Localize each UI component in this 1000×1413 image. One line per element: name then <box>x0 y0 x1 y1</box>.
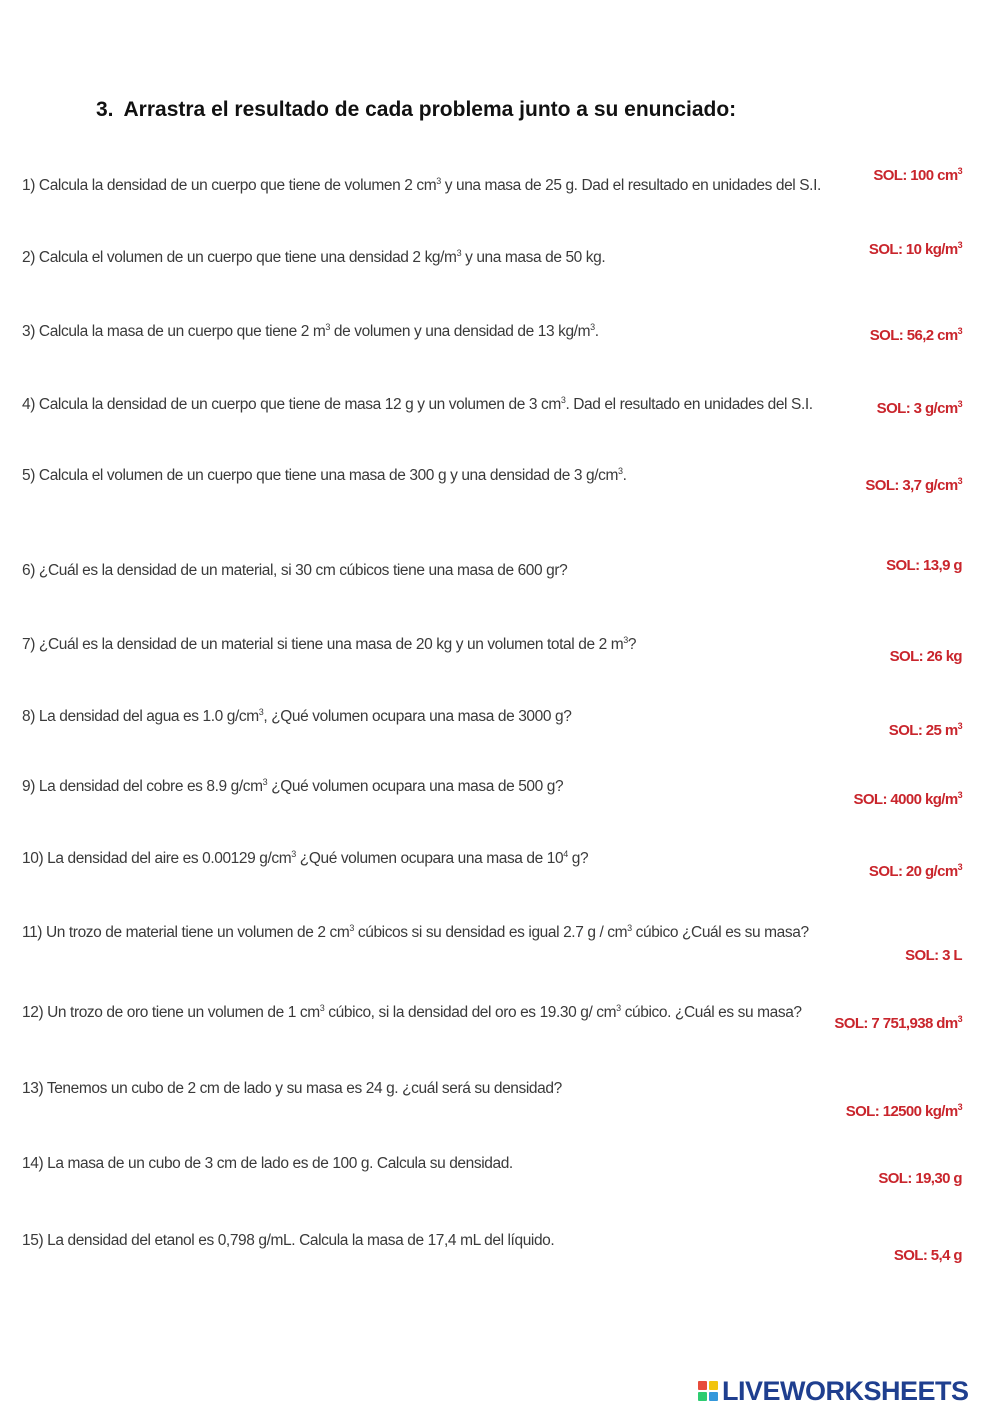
problem-text-cont: . <box>594 323 599 341</box>
problem-text-cont: . Dad el resultado en unidades del S.I. <box>565 396 813 414</box>
superscript: 4 <box>563 849 568 859</box>
problem-statement <box>22 777 812 796</box>
draggable-solution[interactable] <box>869 862 962 880</box>
superscript: 3 <box>957 240 962 250</box>
draggable-solution[interactable] <box>873 166 962 184</box>
problem-text: La densidad del agua es 1.0 g/cm <box>38 708 259 726</box>
superscript: 3 <box>349 923 354 933</box>
superscript: 3 <box>957 862 962 872</box>
problem-text-cont: ? <box>627 636 637 654</box>
superscript: 3 <box>957 399 962 409</box>
superscript: 3 <box>617 466 623 476</box>
solution-text: SOL: 4000 kg/m <box>853 791 958 808</box>
draggable-solution[interactable] <box>890 648 962 665</box>
problem-text-cont: ¿Qué volumen ocupara una masa de 10 <box>295 850 564 868</box>
draggable-solution[interactable] <box>846 1102 962 1120</box>
liveworksheets-logo-icon <box>698 1381 718 1401</box>
problem-number: 14) <box>22 1155 44 1172</box>
problem-number: 2) <box>22 249 35 267</box>
problem-text: Calcula la densidad de un cuerpo que tiene de masa 12 g y un volumen de 3 cm <box>38 396 561 414</box>
draggable-solution[interactable] <box>877 399 962 417</box>
problem-statement <box>22 466 812 485</box>
draggable-solution[interactable] <box>878 1170 962 1187</box>
draggable-solution[interactable] <box>870 326 962 344</box>
superscript: 3 <box>957 166 962 176</box>
problem-number: 13) <box>22 1080 44 1097</box>
superscript: 3 <box>627 923 632 933</box>
problem-text-cont: cúbico ¿Cuál es su masa? <box>631 924 809 942</box>
solution-text: SOL: 13,9 g <box>886 557 962 574</box>
superscript: 3 <box>319 1003 325 1013</box>
problem-number: 11) <box>22 924 43 942</box>
problem-text-cont: ¿Qué volumen ocupara una masa de 500 g? <box>267 778 564 796</box>
problem-text-cont: cúbicos si su densidad es igual 2.7 g / cm <box>353 924 628 942</box>
problem-statement <box>22 923 812 942</box>
superscript: 3 <box>957 721 962 731</box>
superscript: 3 <box>957 790 962 800</box>
superscript: 3 <box>957 476 962 486</box>
solution-text: SOL: 19,30 g <box>878 1170 962 1187</box>
solution-text: SOL: 3 L <box>905 947 962 964</box>
problem-text: La densidad del aire es 0.00129 g/cm <box>47 850 292 868</box>
draggable-solution[interactable] <box>853 790 962 808</box>
problem-text: Calcula el volumen de un cuerpo que tiene una densidad 2 kg/m <box>38 249 457 267</box>
problem-text: Calcula el volumen de un cuerpo que tiene una masa de 300 g y una densidad de 3 g/cm <box>38 467 618 485</box>
solution-text: SOL: 7 751,938 dm <box>834 1015 958 1032</box>
problem-statement <box>22 1232 812 1250</box>
problem-text-cont: cúbico. ¿Cuál es su masa? <box>620 1004 802 1022</box>
solution-text: SOL: 100 cm <box>873 167 958 184</box>
superscript: 3 <box>436 176 441 186</box>
problem-statement <box>22 1080 812 1098</box>
superscript: 3 <box>560 395 566 405</box>
solution-text: SOL: 3,7 g/cm <box>865 477 958 494</box>
superscript: 3 <box>262 777 268 787</box>
problem-text-cont: y una masa de 50 kg. <box>461 249 606 267</box>
draggable-solution[interactable] <box>894 1247 962 1264</box>
problem-text: Un trozo de oro tiene un volumen de 1 cm <box>47 1004 320 1022</box>
superscript: 3 <box>623 635 628 645</box>
heading-text: Arrastra el resultado de cada problema junto a su enunciado: <box>123 98 737 121</box>
problem-statement <box>22 176 821 195</box>
superscript: 3 <box>616 1003 621 1013</box>
problem-text-cont: y una masa de 25 g. Dad el resultado en unidades del S.I. <box>440 177 821 195</box>
superscript: 3 <box>590 322 595 332</box>
problem-text-cont: . <box>622 467 627 485</box>
problem-text: ¿Cuál es la densidad de un material, si 30 cm cúbicos tiene una masa de 600 gr? <box>38 562 568 579</box>
problem-text-cont: de volumen y una densidad de 13 kg/m <box>330 323 591 341</box>
problem-statement <box>22 395 812 414</box>
draggable-solution[interactable] <box>905 947 962 964</box>
problem-statement <box>22 707 812 726</box>
solution-text: SOL: 20 g/cm <box>868 863 958 880</box>
problem-number: 3) <box>22 323 35 341</box>
worksheet-heading <box>96 98 736 122</box>
problem-statement <box>22 1003 812 1022</box>
problem-text: ¿Cuál es la densidad de un material si tiene una masa de 20 kg y un volumen total de 2 m <box>38 636 624 654</box>
problem-number: 1) <box>22 177 35 195</box>
solution-text: SOL: 25 m <box>888 722 958 739</box>
solution-text: SOL: 5,4 g <box>893 1247 962 1264</box>
problem-number: 6) <box>22 562 35 579</box>
problem-number: 5) <box>22 467 35 485</box>
superscript: 3 <box>957 1014 962 1024</box>
problem-text: La masa de un cubo de 3 cm de lado es de 100 g. Calcula su densidad. <box>47 1155 513 1172</box>
problem-number: 9) <box>22 778 35 796</box>
superscript: 3 <box>456 248 462 258</box>
problem-text: Calcula la densidad de un cuerpo que tiene de volumen 2 cm <box>38 177 437 195</box>
brand-logo <box>698 1376 969 1406</box>
draggable-solution[interactable] <box>865 476 962 494</box>
heading-number: 3. <box>96 98 114 121</box>
problem-text-cont: cúbico, si la densidad del oro es 19.30 g/ cm <box>324 1004 617 1022</box>
problem-number: 4) <box>22 396 35 414</box>
problem-number: 12) <box>22 1004 44 1022</box>
problem-statement <box>22 322 812 341</box>
problem-statement <box>22 1155 812 1173</box>
problem-statement <box>22 849 812 868</box>
superscript: 3 <box>291 849 296 859</box>
solution-text: SOL: 12500 kg/m <box>845 1103 958 1120</box>
solution-text: SOL: 56,2 cm <box>869 327 958 344</box>
problem-statement <box>22 635 812 654</box>
problem-text: La densidad del cobre es 8.9 g/cm <box>38 778 263 796</box>
problem-number: 7) <box>22 636 35 654</box>
draggable-solution[interactable] <box>886 557 962 574</box>
problem-text: Calcula la masa de un cuerpo que tiene 2 m <box>38 323 326 341</box>
problem-text-cont: , ¿Qué volumen ocupara una masa de 3000 g? <box>263 708 572 726</box>
superscript: 3 <box>957 1102 962 1112</box>
draggable-solution[interactable] <box>869 240 962 258</box>
problem-statement <box>22 248 812 267</box>
superscript: 3 <box>957 326 962 336</box>
solution-text: SOL: 10 kg/m <box>868 241 958 258</box>
problem-number: 10) <box>22 850 44 868</box>
problem-number: 8) <box>22 708 35 726</box>
problem-number: 15) <box>22 1232 44 1249</box>
brand-text: LIVEWORKSHEETS <box>722 1375 969 1406</box>
problem-statement <box>22 562 812 580</box>
solution-text: SOL: 3 g/cm <box>876 400 958 417</box>
problem-text: Un trozo de material tiene un volumen de 2 cm <box>45 924 350 942</box>
superscript: 3 <box>258 707 264 717</box>
solution-text: SOL: 26 kg <box>889 648 962 665</box>
problem-text: La densidad del etanol es 0,798 g/mL. Calcula la masa de 17,4 mL del líquido. <box>47 1232 555 1249</box>
problem-text-cont: g? <box>567 850 589 868</box>
superscript: 3 <box>325 322 331 332</box>
draggable-solution[interactable] <box>834 1014 962 1032</box>
problem-text: Tenemos un cubo de 2 cm de lado y su masa es 24 g. ¿cuál será su densidad? <box>46 1080 562 1097</box>
draggable-solution[interactable] <box>889 721 962 739</box>
